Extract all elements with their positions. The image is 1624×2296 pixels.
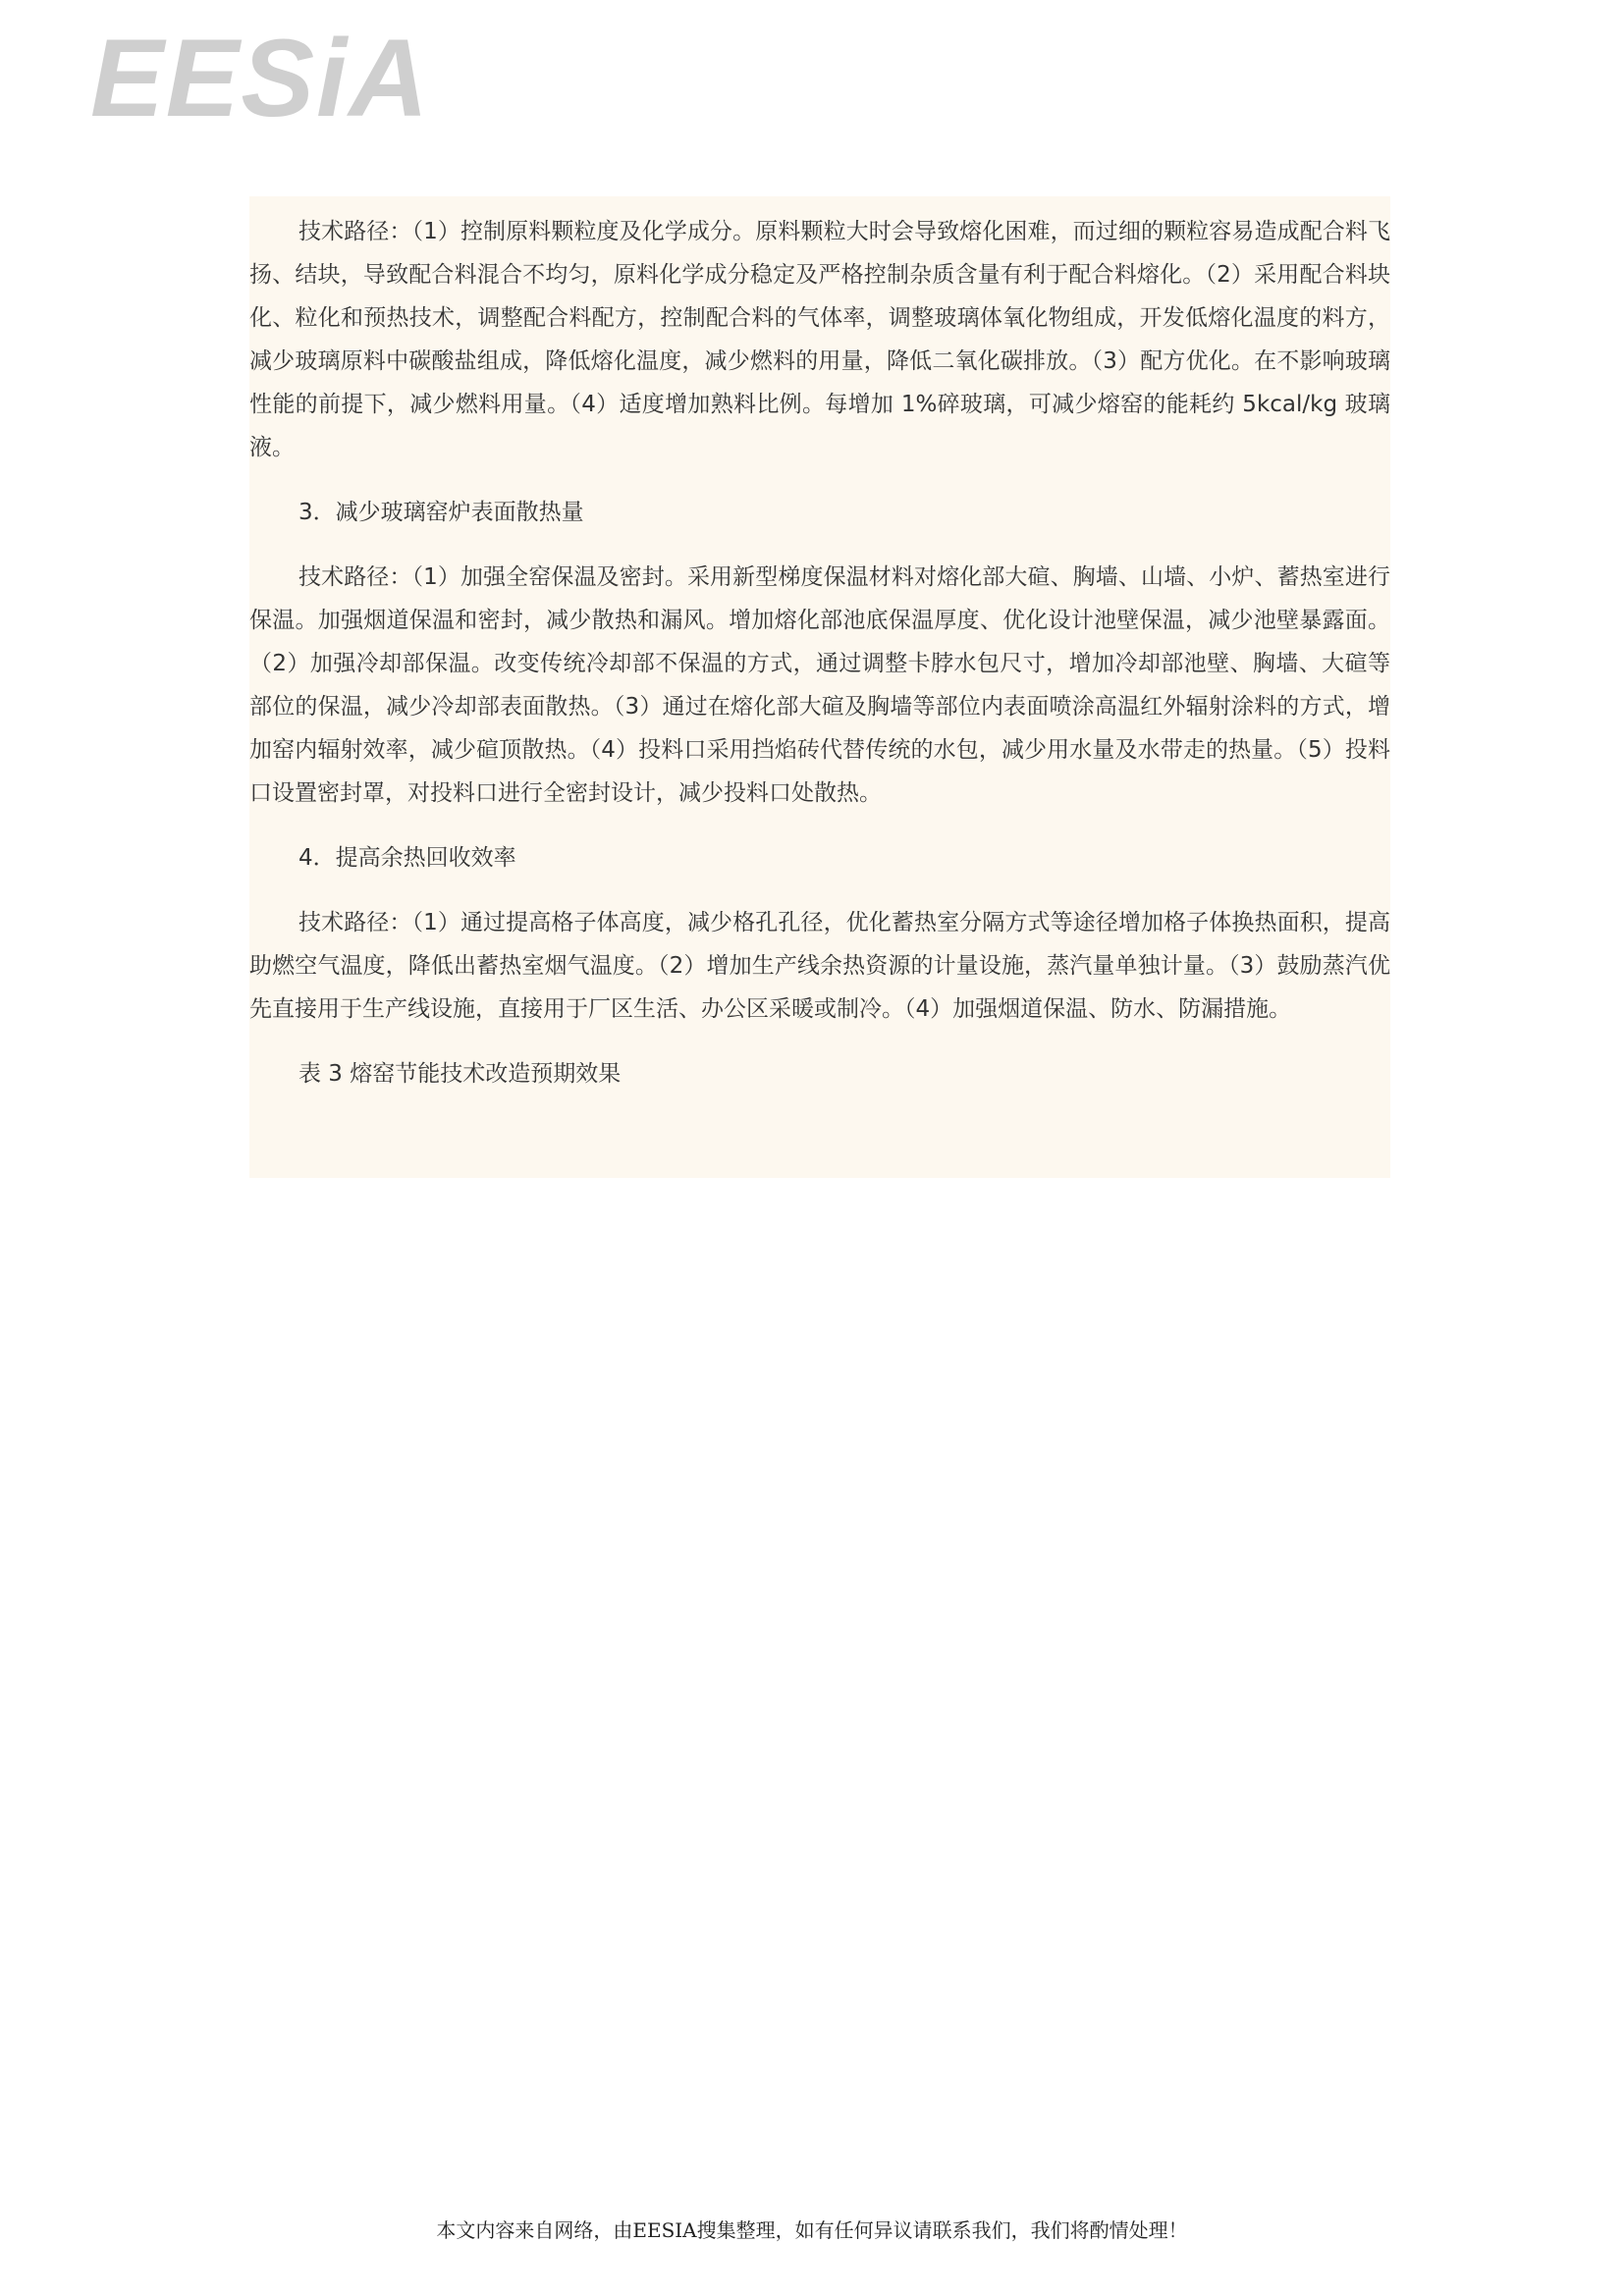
- section-heading-4: 4．提高余热回收效率: [298, 845, 516, 871]
- paragraph-raw-material: 技术路径：（1）控制原料颗粒度及化学成分。原料颗粒大时会导致熔化困难，而过细的颗粒容易造成配合料飞扬、结块，导致配合料混合不均匀，原料化学成分稳定及严格控制杂质含量有利于配合料熔化。（2）采用配合料块化、粒化和预热技术，调整配合料配方，控制配合料的气体率，调整玻璃体氧化物组成，开发低熔化温度的料方，减少玻璃原料中碳酸盐组成，降低熔化温度，减少燃料的用量，降低二氧化碳排放。（3）配方优化。在不影响玻璃性能的前提下，减少燃料用量。（4）适度增加熟料比例。每增加 1%碎玻璃，可减少熔窑的能耗约 5kcal/kg 玻璃液。: [249, 219, 1390, 460]
- article-content: [249, 196, 1390, 1178]
- footer-disclaimer: 本文内容来自网络，由EESIA搜集整理，如有任何异议请联系我们，我们将酌情处理！: [436, 2218, 1188, 2242]
- table-caption: 表 3 熔窑节能技术改造预期效果: [298, 1061, 622, 1087]
- paragraph-waste-heat: 技术路径：（1）通过提高格子体高度，减少格孔孔径，优化蓄热室分隔方式等途径增加格子体换热面积，提高助燃空气温度，降低出蓄热室烟气温度。（2）增加生产线余热资源的计量设施，蒸汽量单独计量。（3）鼓励蒸汽优先直接用于生产线设施，直接用于厂区生活、办公区采暖或制冷。（4）加强烟道保温、防水、防漏措施。: [249, 910, 1390, 1022]
- eesia-logo: EESiA: [90, 17, 431, 139]
- section-heading-3: 3．减少玻璃窑炉表面散热量: [298, 500, 584, 525]
- paragraph-surface-heat: 技术路径：（1）加强全窑保温及密封。采用新型梯度保温材料对熔化部大碹、胸墙、山墙、小炉、蓄热室进行保温。加强烟道保温和密封，减少散热和漏风。增加熔化部池底保温厚度、优化设计池壁保温，减少池壁暴露面。（2）加强冷却部保温。改变传统冷却部不保温的方式，通过调整卡脖水包尺寸，增加冷却部池壁、胸墙、大碹等部位的保温，减少冷却部表面散热。（3）通过在熔化部大碹及胸墙等部位内表面喷涂高温红外辐射涂料的方式，增加窑内辐射效率，减少碹顶散热。（4）投料口采用挡焰砖代替传统的水包，减少用水量及水带走的热量。（5）投料口设置密封罩，对投料口进行全密封设计，减少投料口处散热。: [249, 564, 1390, 806]
